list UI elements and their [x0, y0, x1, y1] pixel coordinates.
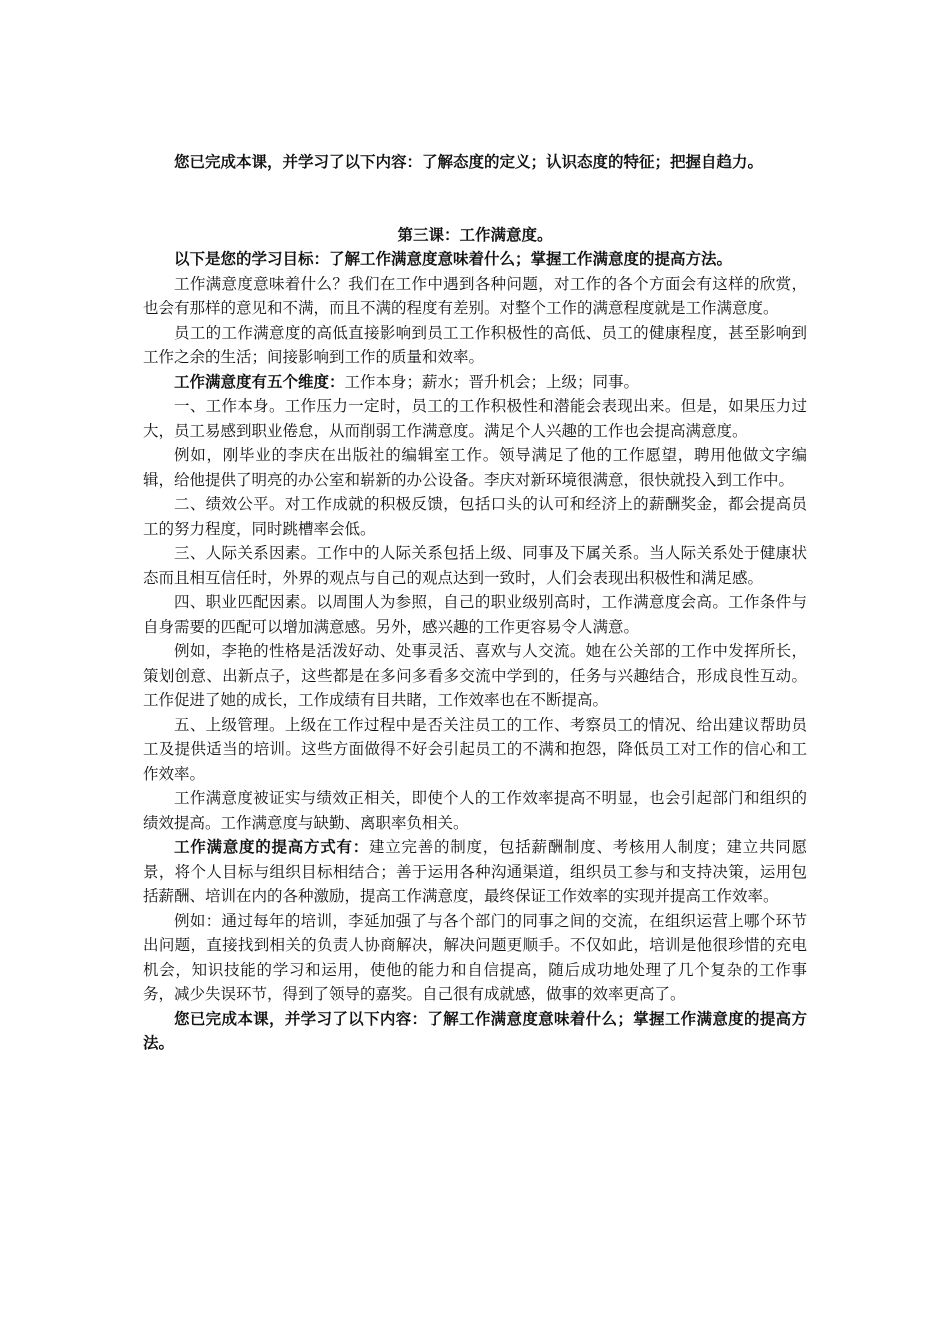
current-lesson-summary: 您已完成本课，并学习了以下内容：了解工作满意度意味着什么；掌握工作满意度的提高方法。 — [143, 1008, 807, 1052]
paragraph-text: 工作本身；薪水；晋升机会；上级；同事。 — [344, 372, 640, 391]
body-paragraph — [143, 909, 807, 1007]
learning-objectives: 以下是您的学习目标：了解工作满意度意味着什么；掌握工作满意度的提高方法。 — [174, 249, 733, 268]
body-paragraph — [143, 639, 807, 713]
lesson-body — [143, 272, 807, 1007]
body-paragraph — [143, 443, 807, 492]
body-paragraph — [143, 370, 807, 395]
body-paragraph — [143, 590, 807, 639]
lesson-title: 第三课：工作满意度。 — [397, 224, 553, 244]
body-paragraph — [143, 541, 807, 590]
paragraph-text: 三、人际关系因素。工作中的人际关系包括上级、同事及下属关系。当人际关系处于健康状态而且相互信任时，外界的观点与自己的观点达到一致时，人们会表现出积极性和满足感。 — [143, 544, 807, 587]
previous-lesson-summary: 您已完成本课，并学习了以下内容：了解态度的定义；认识态度的特征；把握自趋力。 — [174, 152, 764, 171]
paragraph-text: 员工的工作满意度的高低直接影响到员工工作积极性的高低、员工的健康程度，甚至影响到工作之余的生活；间接影响到工作的质量和效率。 — [143, 323, 807, 366]
paragraph-text: 建立完善的制度，包括薪酬制度、考核用人制度；建立共同愿景，将个人目标与组织目标相结合；善于运用各种沟通渠道，组织员工参与和支持决策，运用包括薪酬、培训在内的各种激励，提高工作满意度，最终保证工作效率的实现并提高工作效率。 — [143, 838, 807, 905]
section-gap — [143, 175, 807, 223]
paragraph-text: 例如，李艳的性格是活泼好动、处事灵活、喜欢与人交流。她在公关部的工作中发挥所长，策划创意、出新点子，这些都是在多问多看多交流中学到的，任务与兴趣结合，形成良性互动。工作促进了她的成长，工作成绩有目共睹，工作效率也在不断提高。 — [143, 642, 807, 709]
body-paragraph — [143, 321, 807, 370]
body-paragraph — [143, 492, 807, 541]
paragraph-lead: 工作满意度有五个维度： — [174, 371, 345, 391]
paragraph-text: 工作满意度意味着什么？我们在工作中遇到各种问题，对工作的各个方面会有这样的欣赏，也会有那样的意见和不满，而且不满的程度有差别。对整个工作的满意程度就是工作满意度。 — [143, 274, 807, 317]
paragraph-text: 四、职业匹配因素。以周围人为参照，自己的职业级别高时，工作满意度会高。工作条件与自身需要的匹配可以增加满意感。另外，感兴趣的工作更容易令人满意。 — [143, 593, 807, 636]
document-page — [143, 150, 807, 1056]
body-paragraph — [143, 835, 807, 909]
paragraph-text: 例如：通过每年的培训，李延加强了与各个部门的同事之间的交流，在组织运营上哪个环节出问题，直接找到相关的负责人协商解决，解决问题更顺手。不仅如此，培训是他很珍惜的充电机会，知识技能的学习和运用，使他的能力和自信提高，随后成功地处理了几个复杂的工作事务，减少失误环节，得到了领导的嘉奖。自己很有成就感，做事的效率更高了。 — [143, 911, 807, 1003]
body-paragraph — [143, 713, 807, 787]
paragraph-text: 五、上级管理。上级在工作过程中是否关注员工的工作、考察员工的情况、给出建议帮助员工及提供适当的培训。这些方面做得不好会引起员工的不满和抱怨，降低员工对工作的信心和工作效率。 — [143, 715, 807, 783]
body-paragraph — [143, 786, 807, 835]
paragraph-text: 例如，刚毕业的李庆在出版社的编辑室工作。领导满足了他的工作愿望，聘用他做文字编辑，给他提供了明亮的办公室和崭新的办公设备。李庆对新环境很满意，很快就投入到工作中。 — [143, 446, 807, 489]
body-paragraph — [143, 272, 807, 321]
paragraph-text: 工作满意度被证实与绩效正相关，即使个人的工作效率提高不明显，也会引起部门和组织的绩效提高。工作满意度与缺勤、离职率负相关。 — [143, 789, 807, 832]
paragraph-text: 二、绩效公平。对工作成就的积极反馈，包括口头的认可和经济上的薪酬奖金，都会提高员工的努力程度，同时跳槽率会低。 — [143, 495, 807, 538]
paragraph-lead: 工作满意度的提高方式有： — [174, 837, 369, 856]
paragraph-text: 一、工作本身。工作压力一定时，员工的工作积极性和潜能会表现出来。但是，如果压力过大，员工易感到职业倦怠，从而削弱工作满意度。满足个人兴趣的工作也会提高满意度。 — [143, 397, 807, 440]
body-paragraph — [143, 394, 807, 443]
